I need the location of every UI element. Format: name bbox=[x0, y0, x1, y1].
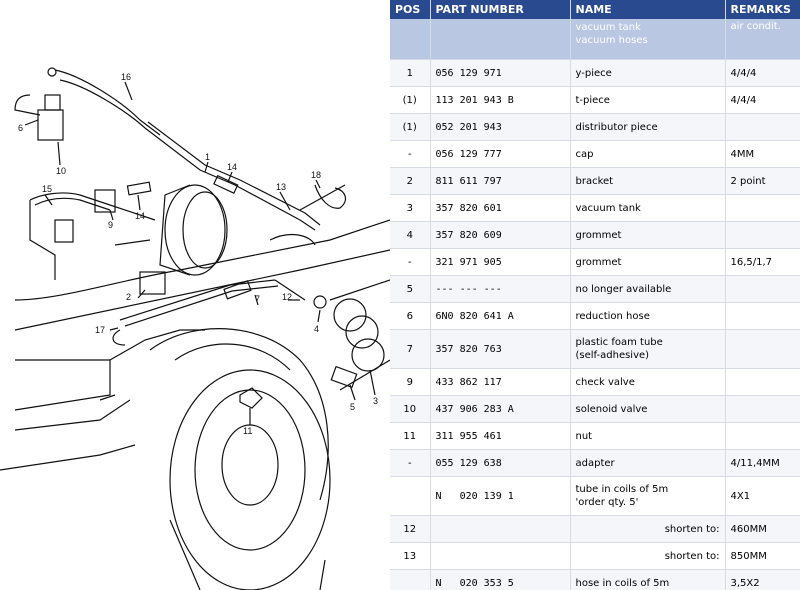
cell-pos: (1) bbox=[390, 114, 430, 141]
cell-part-number: 357 820 763 bbox=[430, 330, 570, 369]
cell-part-number: 321 971 905 bbox=[430, 249, 570, 276]
table-row bbox=[390, 369, 800, 396]
cell-pos: - bbox=[390, 249, 430, 276]
cell-pos: 13 bbox=[390, 543, 430, 570]
cell-name: cap bbox=[570, 141, 725, 168]
cell-part-number: --- --- --- bbox=[430, 276, 570, 303]
cell-part-number: 311 955 461 bbox=[430, 423, 570, 450]
callout-label: 3 bbox=[373, 396, 379, 406]
callout-label: 14 bbox=[135, 211, 146, 221]
cell-pos: 7 bbox=[390, 330, 430, 369]
cell-part-number: 437 906 283 A bbox=[430, 396, 570, 423]
cell-name: adapter bbox=[570, 450, 725, 477]
cell-pos: 5 bbox=[390, 276, 430, 303]
callout-label: 15 bbox=[42, 184, 53, 194]
cell-pos: 6 bbox=[390, 303, 430, 330]
table-row bbox=[390, 396, 800, 423]
cell-name: grommet bbox=[570, 222, 725, 249]
cell-pos: 12 bbox=[390, 516, 430, 543]
cell-remarks: 2 point bbox=[725, 168, 800, 195]
cell-name: distributor piece bbox=[570, 114, 725, 141]
cell-pos: 4 bbox=[390, 222, 430, 249]
cell-name: nut bbox=[570, 423, 725, 450]
cell-part-number: 113 201 943 B bbox=[430, 87, 570, 114]
cell-remarks bbox=[725, 195, 800, 222]
cell-name: y-piece bbox=[570, 60, 725, 87]
cell-remarks bbox=[725, 396, 800, 423]
callout-label: 11 bbox=[243, 426, 253, 436]
table-subheader-row bbox=[390, 19, 800, 60]
table-row bbox=[390, 570, 800, 590]
parts-diagram bbox=[0, 0, 390, 590]
cell-remarks: 4/4/4 bbox=[725, 87, 800, 114]
cell-pos: - bbox=[390, 450, 430, 477]
cell-pos: (1) bbox=[390, 87, 430, 114]
cell-remarks bbox=[725, 330, 800, 369]
cell-remarks bbox=[725, 114, 800, 141]
header-pos: POS bbox=[390, 0, 430, 19]
table-row bbox=[390, 141, 800, 168]
cell-remarks bbox=[725, 222, 800, 249]
cell-remarks: 850MM bbox=[725, 543, 800, 570]
header-part-number: PART NUMBER bbox=[430, 0, 570, 19]
cell-name-line: 'order qty. 5' bbox=[575, 497, 639, 508]
cell-part-number: 357 820 601 bbox=[430, 195, 570, 222]
callout-label: 2 bbox=[126, 292, 132, 302]
cell-part-number: 811 611 797 bbox=[430, 168, 570, 195]
cell-part-number: 056 129 777 bbox=[430, 141, 570, 168]
cell-part-number bbox=[430, 516, 570, 543]
cell-name: bracket bbox=[570, 168, 725, 195]
cell-name: shorten to: bbox=[570, 516, 725, 543]
cell-name: t-piece bbox=[570, 87, 725, 114]
cell-name: check valve bbox=[570, 369, 725, 396]
cell-name: shorten to: bbox=[570, 543, 725, 570]
cell-remarks: 16,5/1,7 bbox=[725, 249, 800, 276]
cell-name: solenoid valve bbox=[570, 396, 725, 423]
sub-name-line: vacuum hoses bbox=[575, 35, 648, 46]
cell-pos: 2 bbox=[390, 168, 430, 195]
sub-part bbox=[430, 19, 570, 60]
cell-part-number: 052 201 943 bbox=[430, 114, 570, 141]
cell-name bbox=[570, 477, 725, 516]
callout-label: 1 bbox=[205, 152, 211, 162]
cell-pos: 10 bbox=[390, 396, 430, 423]
callout-label: 12 bbox=[282, 292, 293, 302]
callout-label: 5 bbox=[350, 402, 356, 412]
table-header-row bbox=[390, 0, 800, 19]
cell-name-line: (self-adhesive) bbox=[575, 350, 650, 361]
callout-label: 14 bbox=[227, 162, 238, 172]
table-row bbox=[390, 114, 800, 141]
callout-label: 9 bbox=[108, 220, 114, 230]
cell-name-line: tube in coils of 5m bbox=[575, 484, 669, 495]
cell-remarks: 4/4/4 bbox=[725, 60, 800, 87]
callout-label: 10 bbox=[56, 166, 67, 176]
cell-pos bbox=[390, 570, 430, 590]
table-row bbox=[390, 423, 800, 450]
cell-remarks bbox=[725, 303, 800, 330]
cell-name: grommet bbox=[570, 249, 725, 276]
cell-part-number: 055 129 638 bbox=[430, 450, 570, 477]
cell-remarks bbox=[725, 369, 800, 396]
cell-name: reduction hose bbox=[570, 303, 725, 330]
parts-table-container bbox=[390, 0, 800, 590]
cell-remarks: 460MM bbox=[725, 516, 800, 543]
cell-remarks: 4MM bbox=[725, 141, 800, 168]
cell-name-line: plastic foam tube bbox=[575, 337, 663, 348]
cell-remarks: 3,5X2 bbox=[725, 570, 800, 590]
table-row bbox=[390, 87, 800, 114]
cell-remarks bbox=[725, 423, 800, 450]
table-row bbox=[390, 60, 800, 87]
sub-name bbox=[570, 19, 725, 60]
callout-label: 17 bbox=[95, 325, 106, 335]
cell-part-number: 056 129 971 bbox=[430, 60, 570, 87]
callout-label: 6 bbox=[18, 123, 24, 133]
table-row bbox=[390, 543, 800, 570]
table-row bbox=[390, 450, 800, 477]
cell-name bbox=[570, 330, 725, 369]
callout-label: 4 bbox=[314, 324, 320, 334]
table-row bbox=[390, 303, 800, 330]
cell-pos bbox=[390, 477, 430, 516]
cell-name: vacuum tank bbox=[570, 195, 725, 222]
table-row bbox=[390, 330, 800, 369]
table-row bbox=[390, 249, 800, 276]
header-remarks: REMARKS bbox=[725, 0, 800, 19]
cell-name: no longer available bbox=[570, 276, 725, 303]
cell-pos: 11 bbox=[390, 423, 430, 450]
callout-label: 16 bbox=[121, 72, 132, 82]
cell-part-number: 433 862 117 bbox=[430, 369, 570, 396]
cell-part-number: 357 820 609 bbox=[430, 222, 570, 249]
cell-remarks bbox=[725, 276, 800, 303]
callout-label: 18 bbox=[311, 170, 322, 180]
callout-labels bbox=[18, 72, 378, 436]
cell-part-number: 6N0 820 641 A bbox=[430, 303, 570, 330]
callout-label: 7 bbox=[255, 294, 261, 304]
cell-part-number: N 020 353 5 bbox=[430, 570, 570, 590]
exploded-view-drawing bbox=[0, 0, 390, 590]
cell-pos: 9 bbox=[390, 369, 430, 396]
cell-remarks: 4X1 bbox=[725, 477, 800, 516]
parts-table bbox=[390, 0, 800, 590]
header-name: NAME bbox=[570, 0, 725, 19]
sub-remarks: air condit. bbox=[725, 19, 800, 60]
table-row bbox=[390, 276, 800, 303]
sub-pos bbox=[390, 19, 430, 60]
table-row bbox=[390, 477, 800, 516]
table-row bbox=[390, 195, 800, 222]
table-row bbox=[390, 222, 800, 249]
cell-remarks: 4/11,4MM bbox=[725, 450, 800, 477]
cell-pos: - bbox=[390, 141, 430, 168]
sub-name-line: vacuum tank bbox=[575, 22, 641, 33]
table-row bbox=[390, 516, 800, 543]
table-row bbox=[390, 168, 800, 195]
cell-pos: 1 bbox=[390, 60, 430, 87]
callout-label: 13 bbox=[276, 182, 287, 192]
cell-part-number bbox=[430, 543, 570, 570]
cell-part-number: N 020 139 1 bbox=[430, 477, 570, 516]
cell-name: hose in coils of 5m bbox=[570, 570, 725, 590]
cell-pos: 3 bbox=[390, 195, 430, 222]
